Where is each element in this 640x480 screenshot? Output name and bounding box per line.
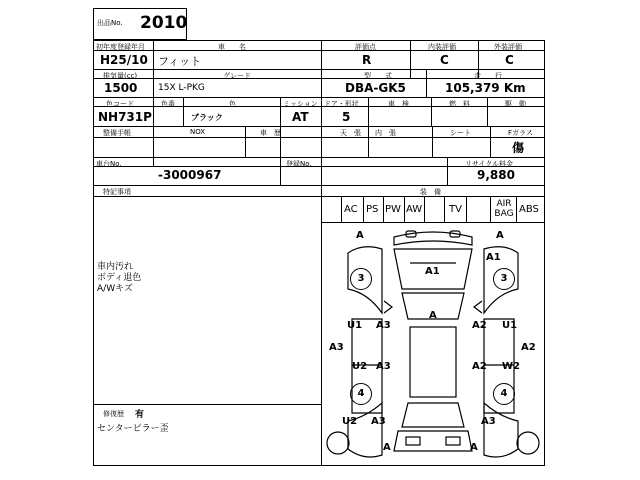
equip-pw: PW	[385, 204, 401, 215]
score-value: R	[362, 53, 372, 67]
damage-a3-left-mid: A3	[376, 361, 391, 372]
damage-a-top-left: A	[356, 230, 364, 241]
equip-tv: TV	[449, 204, 462, 215]
door-value: 5	[342, 110, 351, 124]
ceiling-label: 天 張	[340, 129, 361, 137]
chassis-label: 車台No.	[96, 160, 122, 168]
manual-label: 整備手帳	[103, 129, 131, 137]
lot-label: 出品No.	[97, 19, 123, 27]
damage-circle-4-rr: 4	[493, 383, 515, 405]
damage-a3-left-out: A3	[329, 342, 344, 353]
interior-lining-label: 内 張	[375, 129, 396, 137]
equipment-label: 装 備	[420, 188, 441, 196]
front-glass-value: 傷	[512, 141, 525, 155]
damage-a-bottom-right: A	[470, 442, 478, 453]
equip-aw: AW	[406, 204, 423, 215]
color-label: 色	[229, 100, 236, 108]
damage-circle-3-fl: 3	[350, 268, 372, 290]
nox-label: NOX	[190, 128, 206, 136]
repair-label: 修復歴	[103, 410, 124, 418]
grade-value: 15X L-PKG	[158, 83, 205, 93]
drive-label: 駆 動	[505, 100, 526, 108]
registration-label: 登録No.	[286, 160, 312, 168]
model-label: 型 式	[364, 72, 392, 80]
note-line-2: ボディ退色	[97, 273, 142, 283]
note-line-1: 車内汚れ	[97, 262, 134, 272]
history-label: 車 歴	[260, 129, 281, 137]
transmission-value: AT	[292, 110, 309, 124]
recycle-value: 9,880	[477, 168, 515, 182]
color-value: ブラック	[191, 113, 223, 122]
damage-a3-left-in: A3	[376, 320, 391, 331]
damage-u2-left: U2	[352, 361, 368, 372]
exterior-score-value: C	[505, 53, 514, 67]
color-no-label: 色番	[161, 100, 175, 108]
note-line-3: A/Wキズ	[97, 284, 133, 294]
equip-ps: PS	[366, 204, 379, 215]
damage-circle-4-rl: 4	[350, 383, 372, 405]
reg-date-label: 初年度登録年月	[96, 43, 145, 51]
lot-number: 2010	[140, 13, 188, 33]
damage-w2-right: W2	[502, 361, 520, 372]
car-name-label: 車 名	[218, 43, 246, 51]
interior-score-label: 内装評価	[428, 43, 456, 51]
chassis-value: -3000967	[158, 168, 222, 182]
damage-a1-right: A1	[486, 252, 501, 263]
car-diagram	[322, 223, 544, 465]
damage-a2-right-out: A2	[521, 342, 536, 353]
grade-label: グレード	[223, 72, 251, 80]
equip-ac: AC	[344, 204, 358, 215]
car-name-value: フィット	[158, 55, 202, 68]
color-code-label: 色コード	[106, 100, 134, 108]
damage-circle-3-fr: 3	[493, 268, 515, 290]
damage-u2-rear-left: U2	[342, 416, 358, 427]
damage-a2-right-mid: A2	[472, 361, 487, 372]
score-label: 評価点	[355, 43, 376, 51]
displacement-label: 排気量(cc)	[103, 72, 138, 80]
exterior-score-label: 外装評価	[494, 43, 522, 51]
mileage-value: 105,379 Km	[445, 81, 526, 95]
fuel-label: 燃 料	[449, 100, 470, 108]
interior-score-value: C	[440, 53, 449, 67]
damage-a2-right-in: A2	[472, 320, 487, 331]
damage-a3-rear-left: A3	[371, 416, 386, 427]
equip-airbag: AIR BAG	[494, 199, 514, 219]
transmission-label: ミッション	[283, 100, 318, 108]
recycle-label: リサイクル料金	[465, 160, 514, 168]
repair-note: センターピラー歪	[97, 424, 169, 434]
inspection-label: 車 検	[388, 100, 409, 108]
displacement-value: 1500	[104, 81, 138, 95]
damage-a-bottom-left: A	[383, 442, 391, 453]
damage-u1-right: U1	[502, 320, 518, 331]
damage-a-roof: A	[429, 310, 437, 321]
front-glass-label: Fガラス	[508, 129, 533, 137]
door-label: ドア・形状	[324, 100, 359, 108]
model-value: DBA-GK5	[345, 81, 406, 95]
notes-label: 特記事項	[103, 188, 131, 196]
reg-date-value: H25/10	[100, 53, 148, 67]
damage-a1-hood: A1	[425, 266, 440, 277]
damage-u1-left: U1	[347, 320, 363, 331]
equip-abs: ABS	[519, 204, 539, 215]
color-code-value: NH731P	[98, 110, 152, 124]
damage-a3-rear-right: A3	[481, 416, 496, 427]
repair-value: 有	[135, 410, 145, 420]
damage-a-top-right: A	[496, 230, 504, 241]
seat-label: シート	[450, 129, 471, 137]
mileage-label: 走 行	[474, 72, 502, 80]
